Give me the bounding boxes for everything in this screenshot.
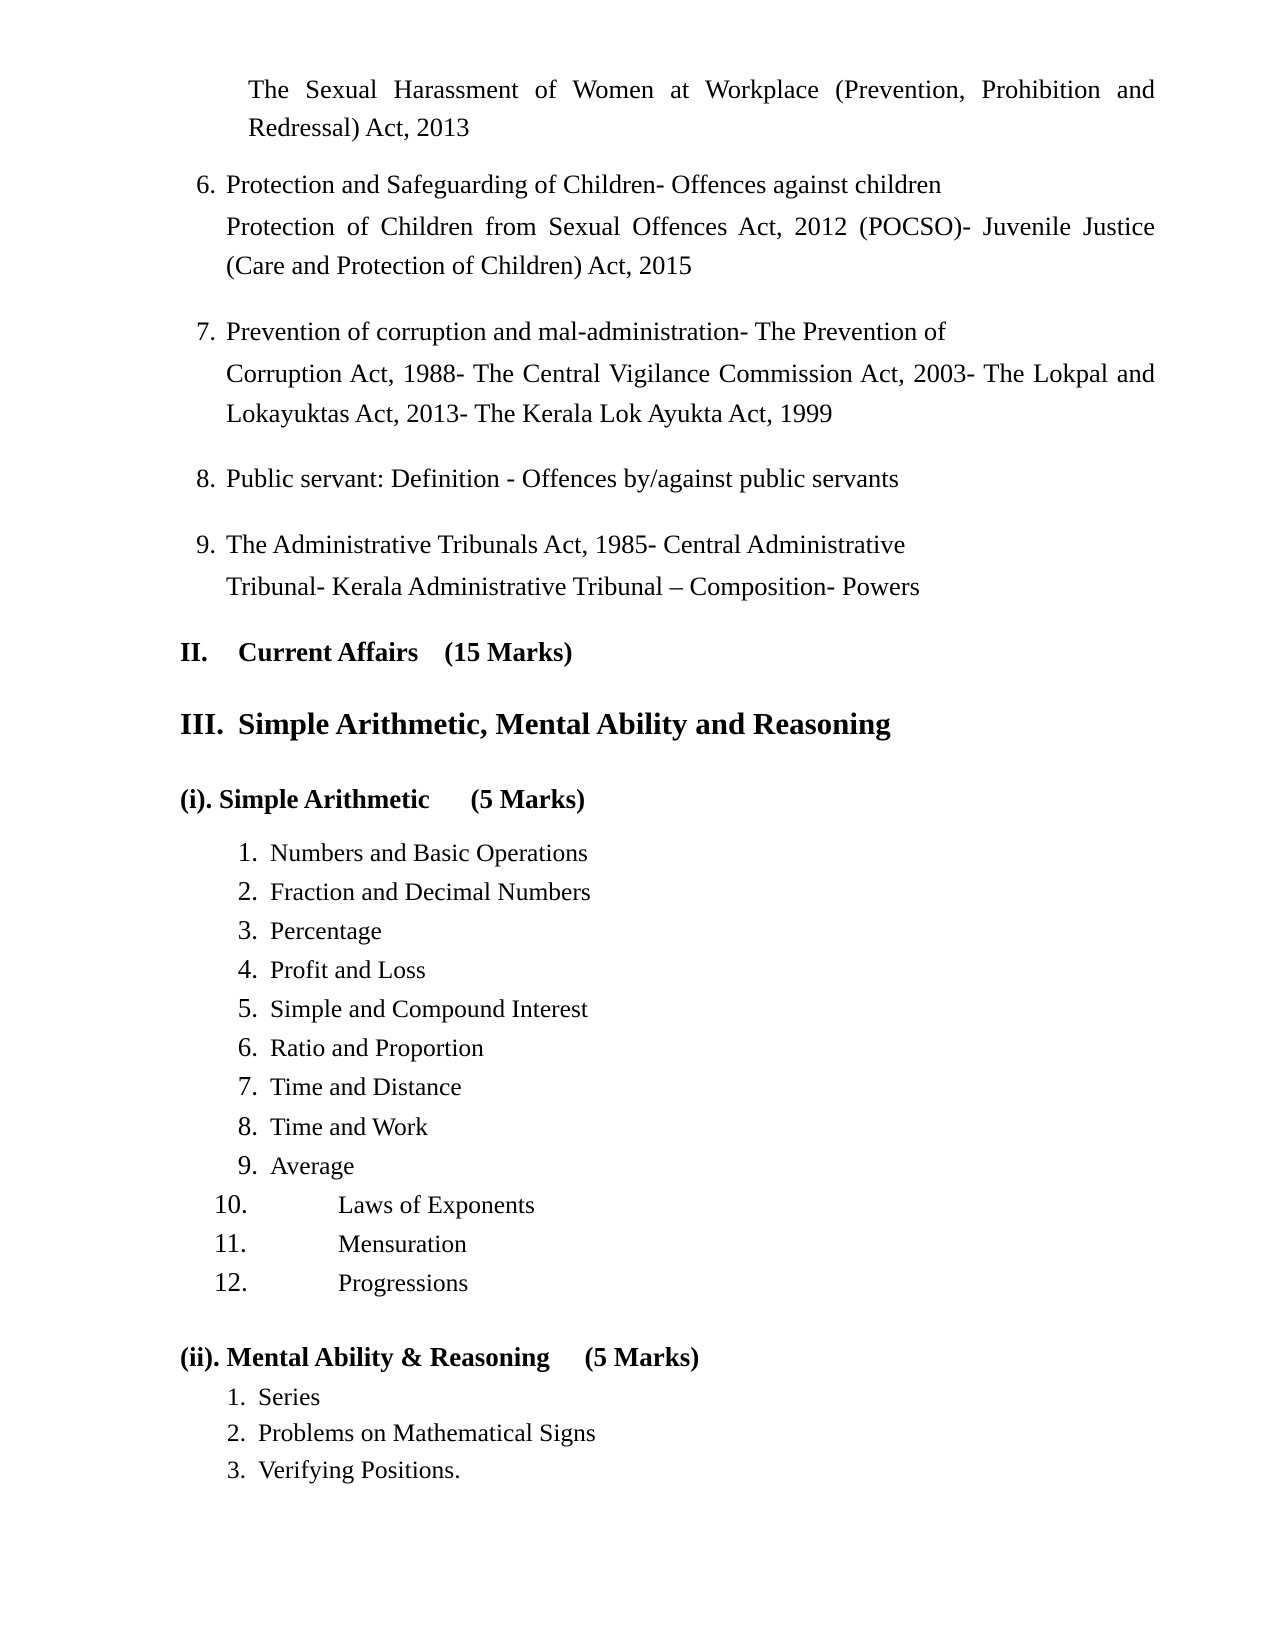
list-item-body [226,525,1155,607]
list-item [208,1028,1155,1067]
list-item-label: Progressions [338,1268,469,1298]
list-item-number: 9. [237,1149,258,1180]
list-item-label: Time and Work [270,1111,429,1141]
section-title: Simple Arithmetic, Mental Ability and Reasoning [238,705,891,741]
subsection-title: (i). Simple Arithmetic [180,783,430,814]
list-item [208,833,1155,872]
list-item-body [226,459,1155,499]
subsection-heading-mental-ability [180,1342,1155,1373]
list-item-number: 7. [196,316,216,347]
list-item-line1: Prevention of corruption and mal-administration- The Prevention of [226,316,946,347]
section-marks: (15 Marks) [444,636,573,667]
list-item-label: Series [258,1382,321,1412]
list-item-number: 10. [214,1188,248,1219]
list-item [208,1185,1155,1224]
section-numeral: III. [180,705,224,741]
section-heading-iii [180,706,1155,742]
list-item [210,1452,1155,1488]
list-item-line2: Tribunal- Kerala Administrative Tribunal – Composition- Powers [226,570,920,601]
list-item [208,872,1155,911]
list-item-line2: Protection of Children from Sexual Offences Act, 2012 (POCSO)- Juvenile Justice (Care and Protection of Children) Act, 2015 [226,210,1155,281]
subsection-marks: (5 Marks) [584,1342,700,1373]
list-item-label: Mensuration [338,1229,467,1258]
list-item-number: 6. [196,168,216,199]
section-numeral: II. [180,636,208,667]
list-item-number: 2. [226,1418,246,1448]
list-item-label: Problems on Mathematical Signs [258,1418,596,1448]
list-item-body [226,312,1155,433]
list-item [208,1224,1155,1263]
subsection-heading-simple-arithmetic [180,784,1155,815]
list-item-number: 7. [237,1071,258,1102]
list-item-label: Percentage [270,915,382,945]
list-item-number: 4. [237,954,258,985]
list-item-number: 2. [237,875,258,906]
list-item [180,165,1155,286]
list-item-line2: Corruption Act, 1988- The Central Vigilance Commission Act, 2003- The Lokpal and Lokayuktas Act, 2013- The Kerala Lok Ayukta Act, 1999 [226,357,1155,428]
simple-arithmetic-list [208,833,1155,1303]
list-item-label: Verifying Positions. [258,1454,461,1484]
list-item-label: Ratio and Proportion [270,1033,484,1063]
list-item-line1: The Administrative Tribunals Act, 1985- Central Administrative [226,529,906,560]
list-item-label: Simple and Compound Interest [270,994,589,1024]
list-item [180,459,1155,499]
list-item-number: 6. [237,1032,258,1063]
section-heading-ii [180,637,1155,668]
list-item [208,1146,1155,1185]
list-item-number: 8. [196,463,216,494]
list-item-label: Fraction and Decimal Numbers [270,876,591,906]
subsection-marks: (5 Marks) [470,783,586,814]
list-item-number: 1. [237,836,258,867]
list-item [208,950,1155,989]
list-item-label: Numbers and Basic Operations [270,837,588,867]
list-item-line1: Public servant: Definition - Offences by/against public servants [226,463,899,494]
list-item [208,1067,1155,1106]
subsection-title: (ii). Mental Ability & Reasoning [180,1342,550,1373]
list-item-body [226,165,1155,286]
list-item-number: 12. [214,1267,248,1298]
list-item-label: Time and Distance [270,1072,462,1102]
list-item-number: 5. [237,993,258,1024]
list-item [208,1263,1155,1302]
list-item [180,525,1155,607]
list-item-number: 11. [214,1228,247,1258]
list-item [208,1107,1155,1146]
section-title: Current Affairs [238,636,419,667]
list-item-number: 9. [196,529,216,560]
intro-paragraph: The Sexual Harassment of Women at Workplace (Prevention, Prohibition and Redressal) Act, 2013 [248,74,1155,143]
syllabus-numbered-list [180,165,1155,607]
list-item [208,911,1155,950]
list-item-label: Profit and Loss [270,955,426,985]
list-item-label: Laws of Exponents [338,1189,535,1219]
list-item-label: Average [270,1150,355,1180]
list-item-line1: Protection and Safeguarding of Children- Offences against children [226,168,942,199]
list-item-number: 8. [237,1110,258,1141]
list-item [180,312,1155,433]
mental-ability-list [210,1379,1155,1488]
list-item [208,989,1155,1028]
list-item-number: 1. [226,1382,246,1412]
list-item-number: 3. [226,1454,246,1484]
list-item [210,1379,1155,1415]
list-item-number: 3. [237,914,258,945]
list-item [210,1415,1155,1451]
